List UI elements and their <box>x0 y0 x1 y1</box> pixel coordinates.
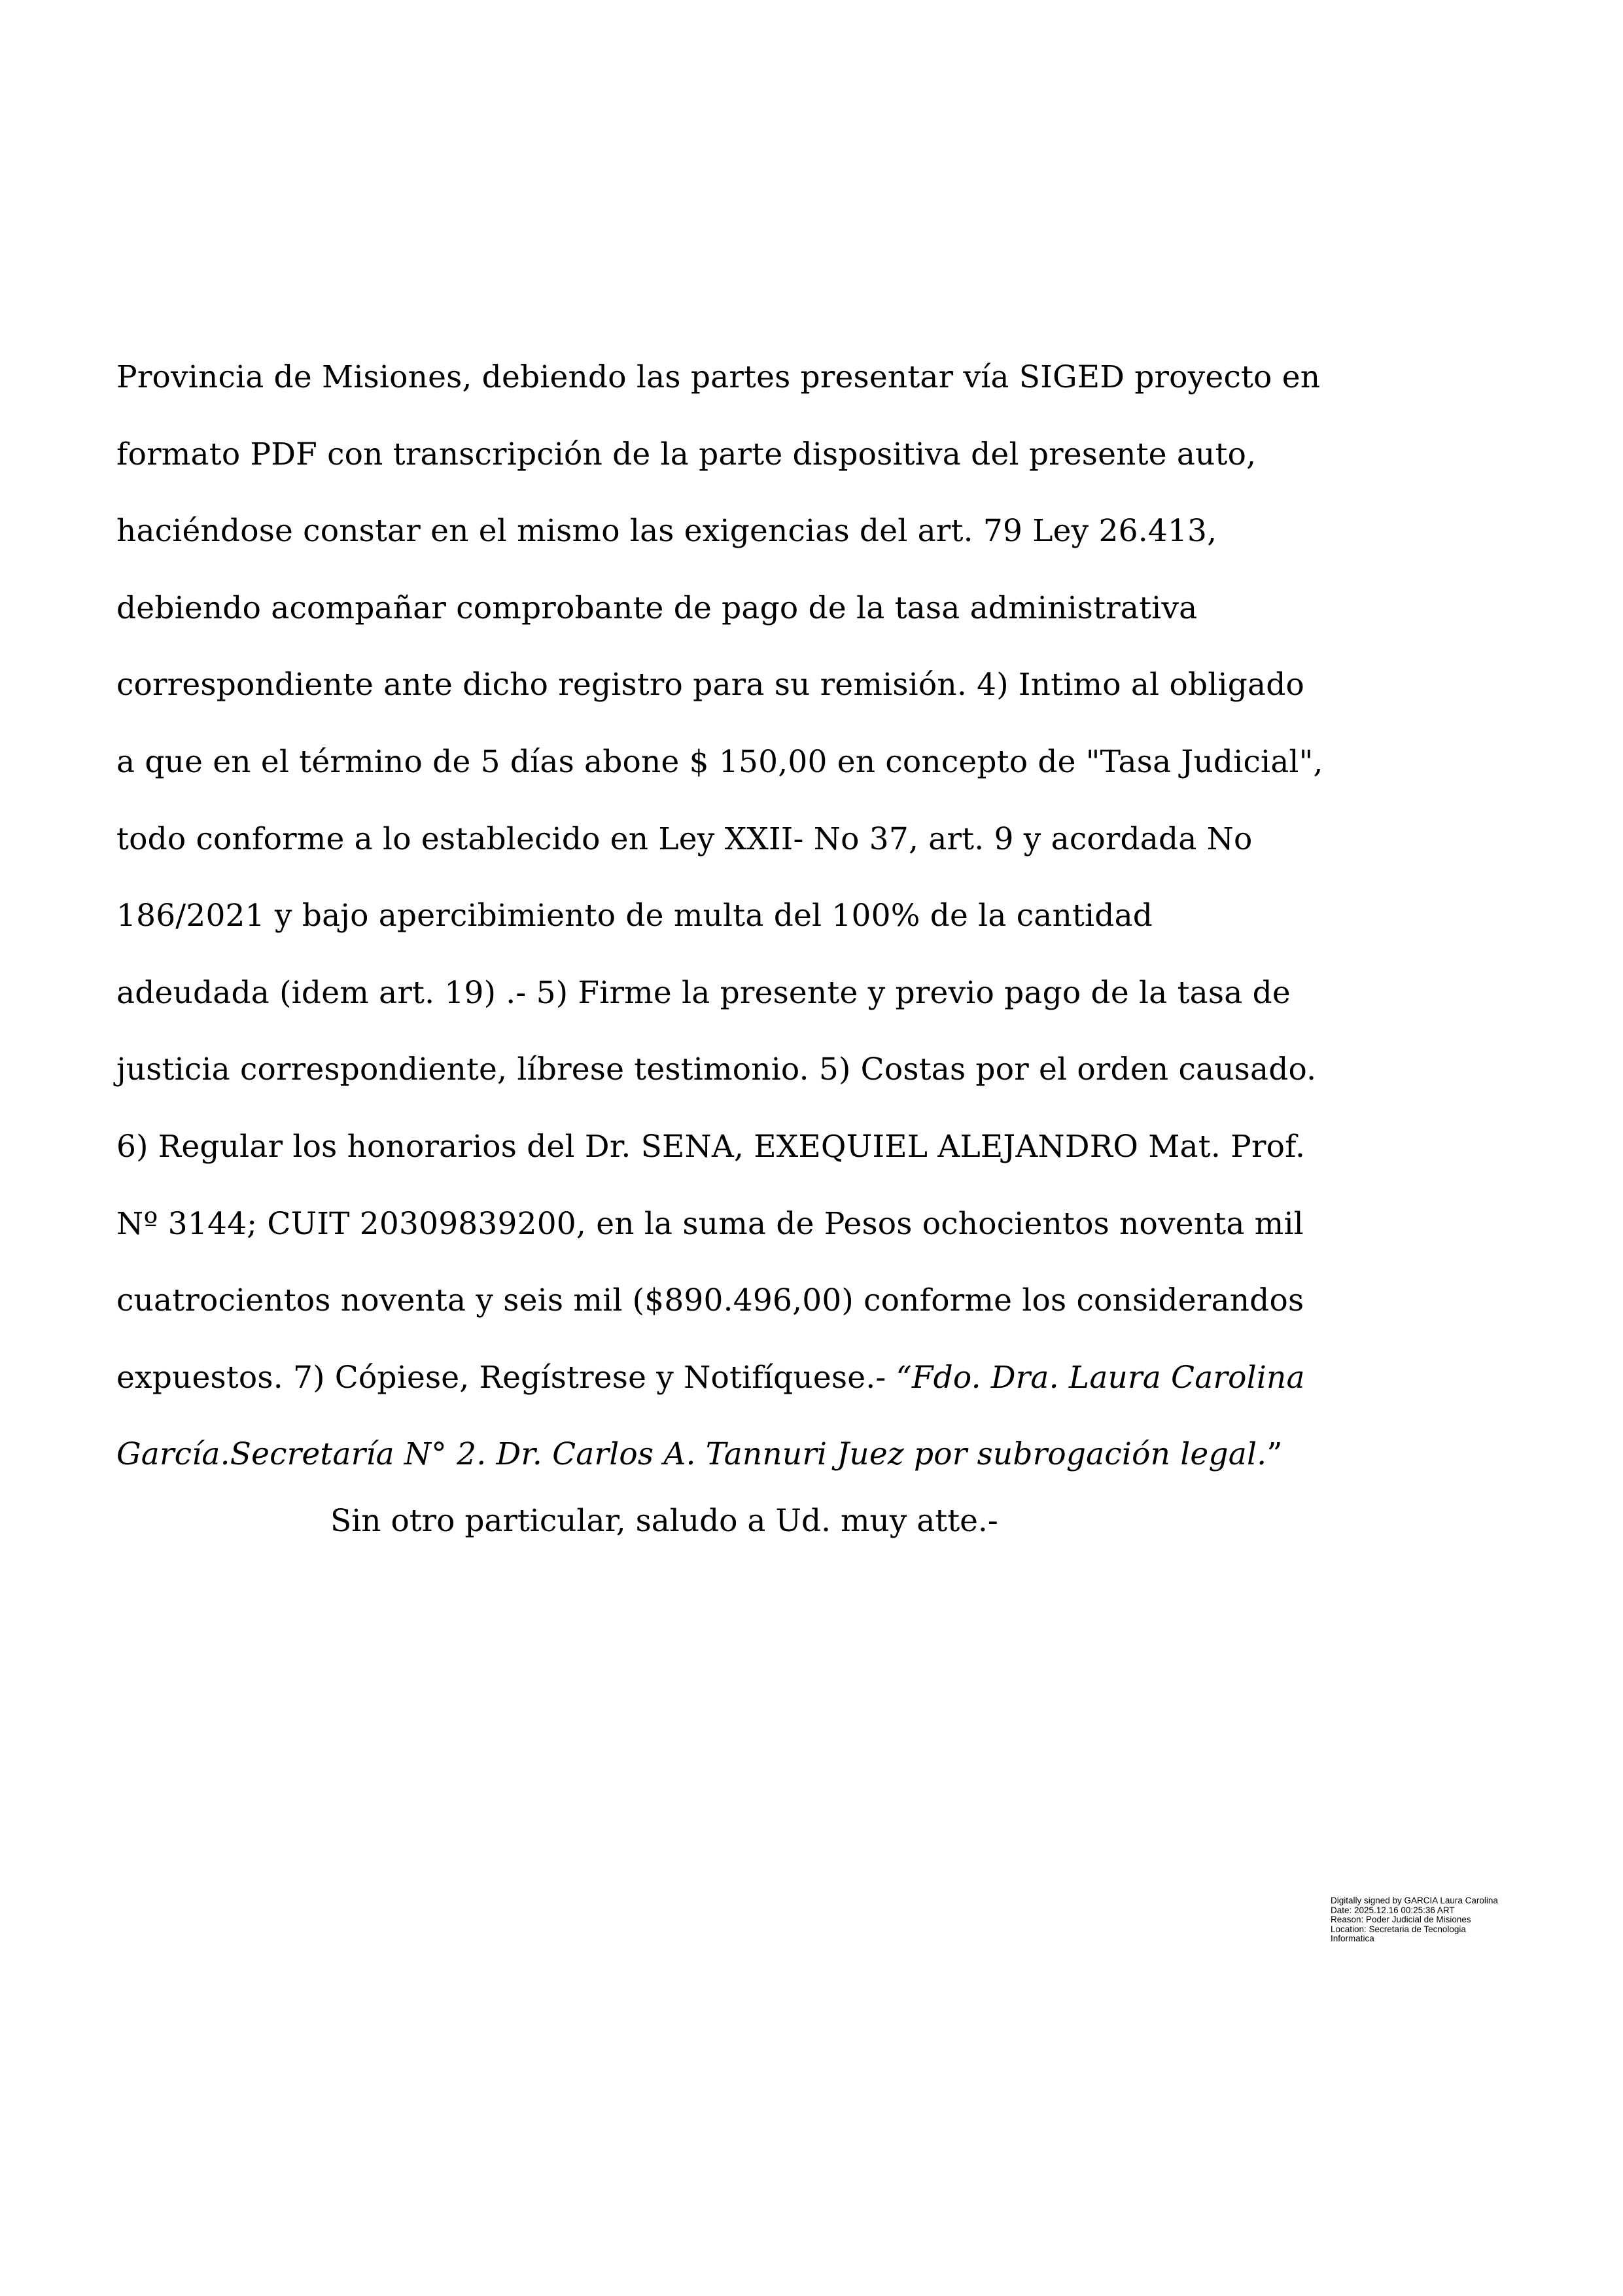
body-line-text: justicia correspondiente, líbrese testimonio. 5) Costas por el orden causado. <box>116 1051 1317 1088</box>
closing-salutation: Sin otro particular, saludo a Ud. muy atte.- <box>330 1503 998 1539</box>
body-line <box>116 1339 1323 1417</box>
body-line-text: Provincia de Misiones, debiendo las partes presentar vía SIGED proyecto en <box>116 359 1321 395</box>
signature-location: Location: Secretaria de Tecnologia <box>1331 1924 1466 1934</box>
closing-quote-mark: ” <box>1266 1436 1283 1473</box>
signature-reason: Reason: Poder Judicial de Misiones <box>1331 1915 1471 1924</box>
body-line-text: todo conforme a lo establecido en Ley XXII- No 37, art. 9 y acordada No <box>116 821 1253 857</box>
body-line <box>116 339 1323 416</box>
body-line-text: cuatrocientos noventa y seis mil ($890.496,00) conforme los considerandos <box>116 1282 1304 1319</box>
signature-signed-by: Digitally signed by GARCIA Laura Carolina <box>1331 1896 1498 1905</box>
body-line-text: haciéndose constar en el mismo las exigencias del art. 79 Ley 26.413, <box>116 513 1217 550</box>
body-line-text: adeudada (idem art. 19) .- 5) Firme la presente y previo pago de la tasa de <box>116 974 1291 1011</box>
body-line <box>116 724 1323 801</box>
body-line-text: 186/2021 y bajo apercibimiento de multa del 100% de la cantidad <box>116 898 1153 934</box>
signature-date: Date: 2025.12.16 00:25:36 ART <box>1331 1905 1455 1915</box>
body-line <box>116 877 1323 955</box>
body-line <box>116 570 1323 647</box>
body-line <box>116 955 1323 1032</box>
signature-quote-end: García.Secretaría N° 2. Dr. Carlos A. Tannuri Juez por subrogación legal. <box>116 1436 1267 1473</box>
body-line <box>116 646 1323 724</box>
signature-quote-start: “Fdo. Dra. Laura Carolina <box>896 1359 1305 1396</box>
document-body <box>116 339 1323 1493</box>
body-line-text: correspondiente ante dicho registro para su remisión. 4) Intimo al obligado <box>116 667 1304 703</box>
body-line <box>116 1031 1323 1108</box>
body-line <box>116 801 1323 878</box>
body-line-text: a que en el término de 5 días abone $ 150,00 en concepto de "Tasa Judicial", <box>116 743 1323 780</box>
body-line <box>116 1262 1323 1339</box>
body-line-text: formato PDF con transcripción de la parte dispositiva del presente auto, <box>116 436 1257 472</box>
signature-location-cont: Informatica <box>1331 1934 1374 1943</box>
body-line-text: expuestos. 7) Cópiese, Regístrese y Notifíquese.- <box>116 1359 886 1396</box>
body-line <box>116 1108 1323 1186</box>
body-line <box>116 416 1323 493</box>
body-line-text: debiendo acompañar comprobante de pago de la tasa administrativa <box>116 590 1198 626</box>
digital-signature-block <box>1331 1896 1566 1944</box>
body-line-last <box>116 1416 1323 1493</box>
body-line-text: Nº 3144; CUIT 20309839200, en la suma de Pesos ochocientos noventa mil <box>116 1205 1304 1242</box>
body-line-text: 6) Regular los honorarios del Dr. SENA, EXEQUIEL ALEJANDRO Mat. Prof. <box>116 1128 1306 1165</box>
body-line <box>116 493 1323 570</box>
body-line <box>116 1186 1323 1263</box>
